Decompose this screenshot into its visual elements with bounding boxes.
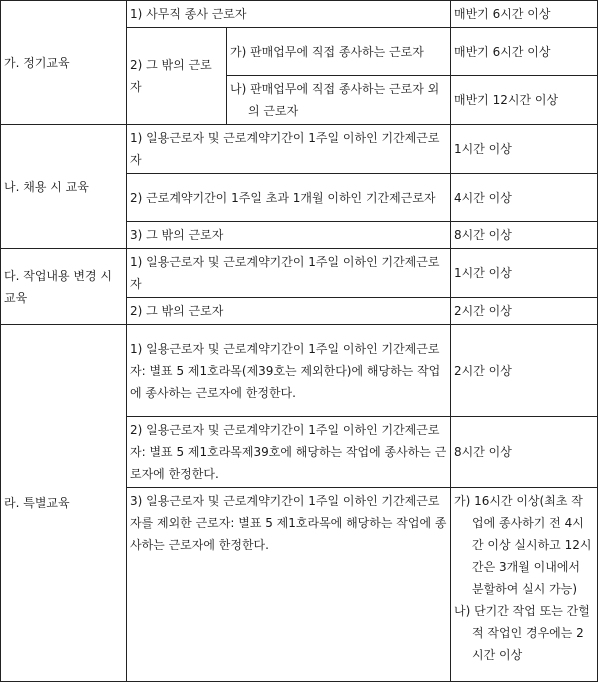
hours-cell xyxy=(451,488,598,682)
target-cell: 2) 근로계약기간이 1주일 초과 1개월 이하인 기간제근로자 xyxy=(127,174,451,222)
target-cell: 1) 일용근로자 및 근로계약기간이 1주일 이하인 기간제근로자: 별표 5 제1호라목(제39호는 제외한다)에 해당하는 작업에 종사하는 근로자에 한정한다. xyxy=(127,325,451,417)
target-cell: 3) 일용근로자 및 근로계약기간이 1주일 이하인 기간제근로자를 제외한 근로자: 별표 5 제1호라목에 해당하는 작업에 종사하는 근로자에 한정한다. xyxy=(127,488,451,682)
table-row xyxy=(1,1,598,28)
hours-option-a: 가) 16시간 이상(최초 작업에 종사하기 전 4시간 이상 실시하고 12시간은 3개월 이내에서 분할하여 실시 가능) xyxy=(454,494,592,596)
target-cell: 1) 일용근로자 및 근로계약기간이 1주일 이하인 기간제근로자 xyxy=(127,249,451,298)
target-text: 가) 판매업무에 직접 종사하는 근로자 xyxy=(230,44,424,59)
target-cell xyxy=(227,28,451,76)
target-cell: 1) 일용근로자 및 근로계약기간이 1주일 이하인 기간제근로자 xyxy=(127,125,451,174)
hours-cell: 매반기 6시간 이상 xyxy=(451,28,598,76)
target-text: 나) 판매업무에 직접 종사하는 근로자 외의 근로자 xyxy=(230,82,440,118)
hours-cell: 8시간 이상 xyxy=(451,417,598,488)
category-cell: 다. 작업내용 변경 시 교육 xyxy=(1,249,127,325)
category-cell: 라. 특별교육 xyxy=(1,325,127,682)
category-cell: 나. 채용 시 교육 xyxy=(1,125,127,249)
hours-cell: 1시간 이상 xyxy=(451,125,598,174)
hours-cell: 8시간 이상 xyxy=(451,222,598,249)
target-cell: 1) 사무직 종사 근로자 xyxy=(127,1,451,28)
category-cell: 가. 정기교육 xyxy=(1,1,127,125)
table-row xyxy=(1,325,598,417)
table-row xyxy=(1,125,598,174)
target-cell: 3) 그 밖의 근로자 xyxy=(127,222,451,249)
hours-cell: 2시간 이상 xyxy=(451,298,598,325)
target-group-cell: 2) 그 밖의 근로자 xyxy=(127,28,227,125)
hours-option-b: 나) 단기간 작업 또는 간헐적 작업인 경우에는 2시간 이상 xyxy=(454,604,590,662)
hours-cell: 매반기 6시간 이상 xyxy=(451,1,598,28)
hours-cell: 2시간 이상 xyxy=(451,325,598,417)
hours-cell: 매반기 12시간 이상 xyxy=(451,76,598,125)
target-cell: 2) 일용근로자 및 근로계약기간이 1주일 이하인 기간제근로자: 별표 5 제1호라목제39호에 해당하는 작업에 종사하는 근로자에 한정한다. xyxy=(127,417,451,488)
hours-cell: 4시간 이상 xyxy=(451,174,598,222)
target-cell xyxy=(227,76,451,125)
table-row xyxy=(1,249,598,298)
hours-cell: 1시간 이상 xyxy=(451,249,598,298)
target-cell: 2) 그 밖의 근로자 xyxy=(127,298,451,325)
